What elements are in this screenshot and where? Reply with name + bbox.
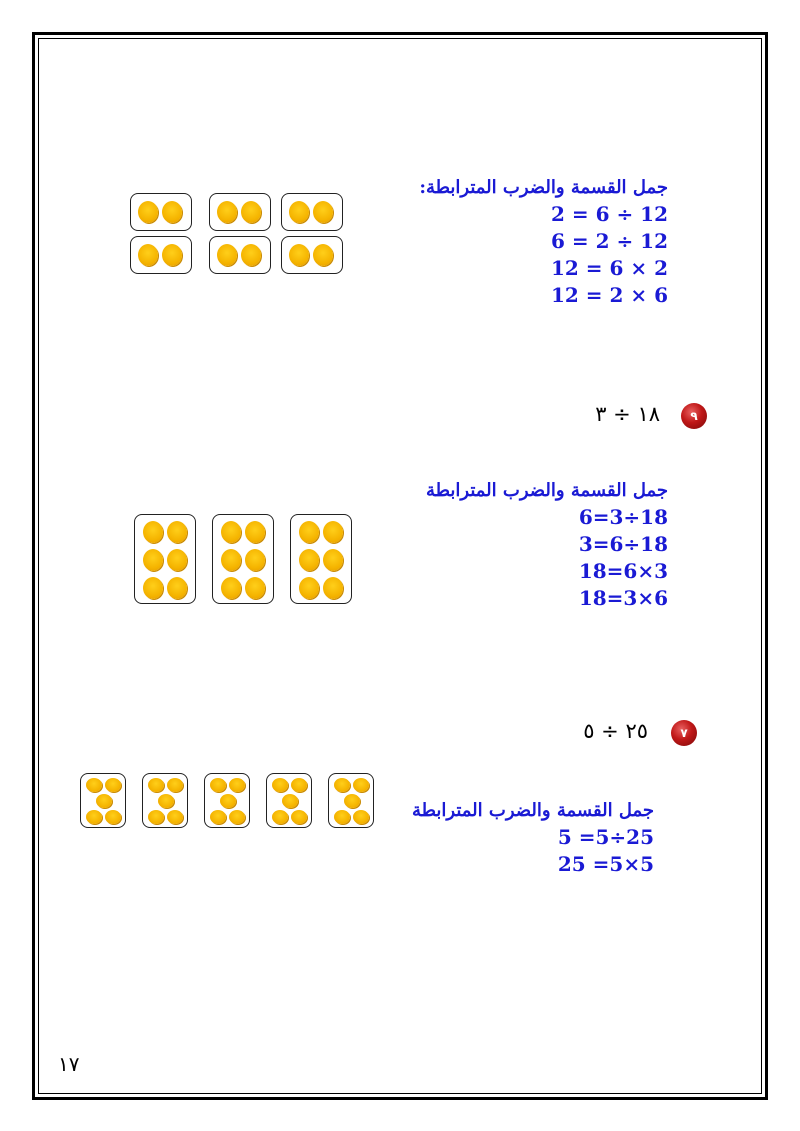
counter-box [134, 514, 196, 604]
related-facts-2 [368, 477, 668, 612]
counter-coin [158, 794, 174, 808]
counter-coin [291, 778, 307, 792]
counter-coin [323, 549, 343, 571]
related-facts-heading: جمل القسمة والضرب المترابطة [411, 800, 654, 821]
counter-coin [221, 549, 241, 571]
problem-number-badge: ٧ [671, 720, 697, 746]
counter-coin [138, 244, 158, 266]
counter-box [212, 514, 274, 604]
counter-coin [148, 778, 164, 792]
counter-box [204, 773, 250, 828]
counter-box [209, 236, 271, 274]
counter-coin [313, 201, 333, 223]
equation: 5 =5÷25 [557, 825, 654, 849]
counter-coin [272, 810, 288, 824]
equation: 6=3÷18 [578, 505, 668, 529]
counter-box [290, 514, 352, 604]
counter-coin [291, 810, 307, 824]
equation: 12 = 6 × 2 [550, 256, 668, 280]
equation: 12 = 2 × 6 [550, 283, 668, 307]
counter-coin [220, 794, 236, 808]
counter-coin [162, 201, 182, 223]
counter-coin [299, 577, 319, 599]
equation: 3=6÷18 [578, 532, 668, 556]
counter-coin [105, 810, 121, 824]
counter-box [80, 773, 126, 828]
problem-expression: ٢٥ ÷ ٥ [583, 719, 648, 743]
counter-coin [96, 794, 112, 808]
related-facts-1 [368, 174, 668, 309]
counter-coin [167, 810, 183, 824]
equation: 18=6×3 [578, 559, 668, 583]
counter-box [281, 236, 343, 274]
counter-coin [167, 549, 187, 571]
counter-coin [221, 577, 241, 599]
counter-coin [221, 521, 241, 543]
counter-coin [143, 549, 163, 571]
counter-coin [217, 201, 237, 223]
page-number: ١٧ [58, 1052, 80, 1076]
counter-coin [323, 521, 343, 543]
counter-coin [143, 521, 163, 543]
counter-coin [148, 810, 164, 824]
counter-box [142, 773, 188, 828]
counter-coin [210, 778, 226, 792]
counter-coin [229, 778, 245, 792]
counter-coin [245, 549, 265, 571]
problem-number-badge: ٩ [681, 403, 707, 429]
counter-coin [217, 244, 237, 266]
counter-coin [299, 549, 319, 571]
counter-coin [162, 244, 182, 266]
counter-coin [344, 794, 360, 808]
counter-coin [353, 810, 369, 824]
counter-coin [245, 521, 265, 543]
counter-coin [313, 244, 333, 266]
equation: 25 =5×5 [557, 852, 654, 876]
counter-box [130, 236, 192, 274]
counter-coin [86, 778, 102, 792]
related-facts-heading: جمل القسمة والضرب المترابطة: [419, 177, 668, 198]
equation: 2 = 6 ÷ 12 [550, 202, 668, 226]
counter-coin [105, 778, 121, 792]
counter-coin [272, 778, 288, 792]
counter-coin [241, 244, 261, 266]
counter-coin [167, 521, 187, 543]
counter-coin [334, 778, 350, 792]
counter-coin [323, 577, 343, 599]
counter-box [209, 193, 271, 231]
counter-box [130, 193, 192, 231]
counter-coin [289, 201, 309, 223]
counter-coin [143, 577, 163, 599]
related-facts-3 [394, 797, 654, 878]
counter-coin [353, 778, 369, 792]
related-facts-heading: جمل القسمة والضرب المترابطة [425, 480, 668, 501]
counter-coin [167, 778, 183, 792]
counter-coin [334, 810, 350, 824]
counter-coin [282, 794, 298, 808]
equation: 18=3×6 [578, 586, 668, 610]
counter-coin [210, 810, 226, 824]
equation: 6 = 2 ÷ 12 [550, 229, 668, 253]
counter-box [328, 773, 374, 828]
counter-coin [167, 577, 187, 599]
counter-box [281, 193, 343, 231]
counter-coin [138, 201, 158, 223]
counter-coin [289, 244, 309, 266]
counter-coin [86, 810, 102, 824]
counter-coin [241, 201, 261, 223]
problem-expression: ١٨ ÷ ٣ [595, 402, 660, 426]
counter-coin [245, 577, 265, 599]
counter-box [266, 773, 312, 828]
counter-coin [299, 521, 319, 543]
counter-coin [229, 810, 245, 824]
